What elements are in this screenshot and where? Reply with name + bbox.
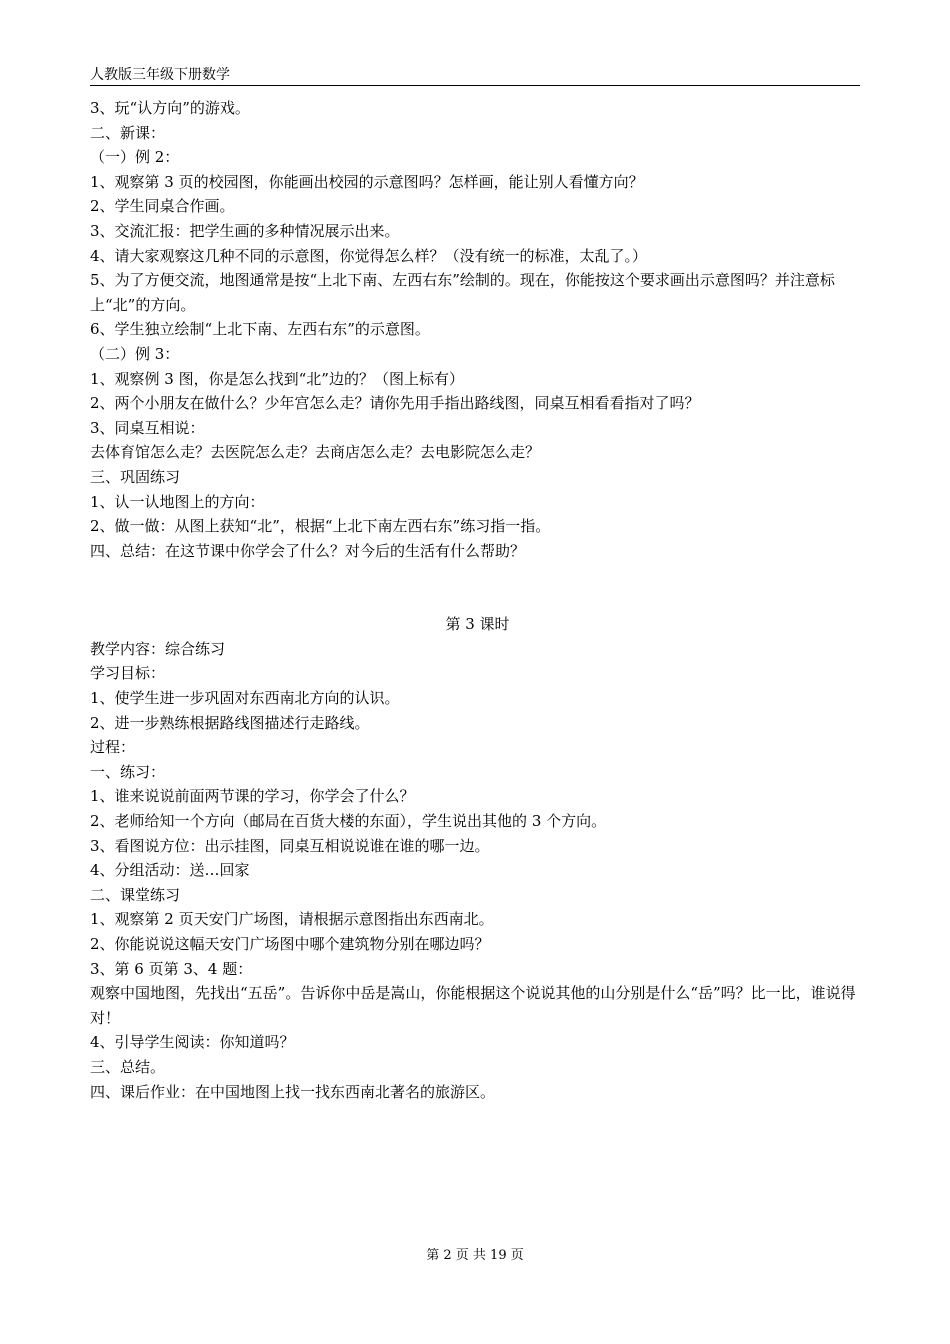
text-line: 6、学生独立绘制“上北下南、左西右东”的示意图。 <box>90 320 430 339</box>
subsection-heading: （一）例 2： <box>90 148 180 167</box>
text-line: 3、看图说方位：出示挂图，同桌互相说说谁在谁的哪一边。 <box>90 836 490 855</box>
text-line: 1、观察第 3 页的校园图，你能画出校园的示意图吗？怎样画，能让别人看懂方向？ <box>90 172 644 191</box>
lesson-title: 第 3 课时 <box>445 615 510 634</box>
text-line: 1、观察例 3 图，你是怎么找到“北”边的？（图上标有） <box>90 369 464 388</box>
text-line: 2、做一做：从图上获知“北”，根据“上北下南左西右东”练习指一指。 <box>90 517 551 536</box>
text-line: 学习目标： <box>90 664 166 683</box>
text-line: 4、请大家观察这几种不同的示意图，你觉得怎么样？（没有统一的标准，太乱了。） <box>90 246 648 265</box>
subsection-heading: （二）例 3： <box>90 344 180 363</box>
text-line: 4、分组活动：送…回家 <box>90 861 250 880</box>
blank-space <box>90 563 865 612</box>
text-line: 去体育馆怎么走？去医院怎么走？去商店怎么走？去电影院怎么走？ <box>90 443 541 462</box>
text-paragraph: 观察中国地图，先找出“五岳”。告诉你中岳是嵩山，你能根据这个说说其他的山分别是什么“岳”吗？比一比，谁说得对！ <box>90 984 856 1027</box>
section-heading: 四、总结：在这节课中你学会了什么？对今后的生活有什么帮助？ <box>90 541 526 560</box>
text-line: 1、认一认地图上的方向： <box>90 492 265 511</box>
text-line: 4、引导学生阅读：你知道吗？ <box>90 1033 295 1052</box>
text-line: 2、你能说说这幅天安门广场图中哪个建筑物分别在哪边吗？ <box>90 935 490 953</box>
text-line: 3、同桌互相说： <box>90 418 205 437</box>
page-body <box>90 96 865 1104</box>
section-heading: 四、课后作业：在中国地图上找一找东西南北著名的旅游区。 <box>90 1082 496 1101</box>
text-paragraph: 5、为了方便交流，地图通常是按“上北下南、左西右东”绘制的。现在，你能按这个要求画出示意图吗？并注意标上“北”的方向。 <box>90 271 835 314</box>
text-line: 3、第 6 页第 3、4 题： <box>90 959 253 978</box>
text-line: 3、玩“认方向”的游戏。 <box>90 99 250 117</box>
text-line: 2、老师给知一个方向（邮局在百货大楼的东面），学生说出其他的 3 个方向。 <box>90 812 607 831</box>
section-heading: 二、课堂练习 <box>90 885 181 904</box>
text-line: 2、学生同桌合作画。 <box>90 197 235 216</box>
text-line: 2、两个小朋友在做什么？少年宫怎么走？请你先用手指出路线图，同桌互相看看指对了吗？ <box>90 394 700 413</box>
header-rule <box>90 85 860 86</box>
running-header: 人教版三年级下册数学 <box>90 67 230 83</box>
text-line: 1、观察第 2 页天安门广场图，请根据示意图指出东西南北。 <box>90 910 494 929</box>
section-heading: 三、巩固练习 <box>90 467 181 486</box>
page-number-footer: 第 2 页 共 19 页 <box>426 1248 524 1263</box>
section-heading: 三、总结。 <box>90 1057 166 1076</box>
section-heading: 二、新课： <box>90 123 166 142</box>
text-line: 教学内容：综合练习 <box>90 639 226 658</box>
section-heading: 一、练习： <box>90 762 166 781</box>
text-line: 3、交流汇报：把学生画的多种情况展示出来。 <box>90 221 400 240</box>
text-line: 2、进一步熟练根据路线图描述行走路线。 <box>90 713 370 732</box>
text-line: 1、谁来说说前面两节课的学习，你学会了什么？ <box>90 787 415 806</box>
text-line: 1、使学生进一步巩固对东西南北方向的认识。 <box>90 689 400 708</box>
text-line: 过程： <box>90 738 136 757</box>
